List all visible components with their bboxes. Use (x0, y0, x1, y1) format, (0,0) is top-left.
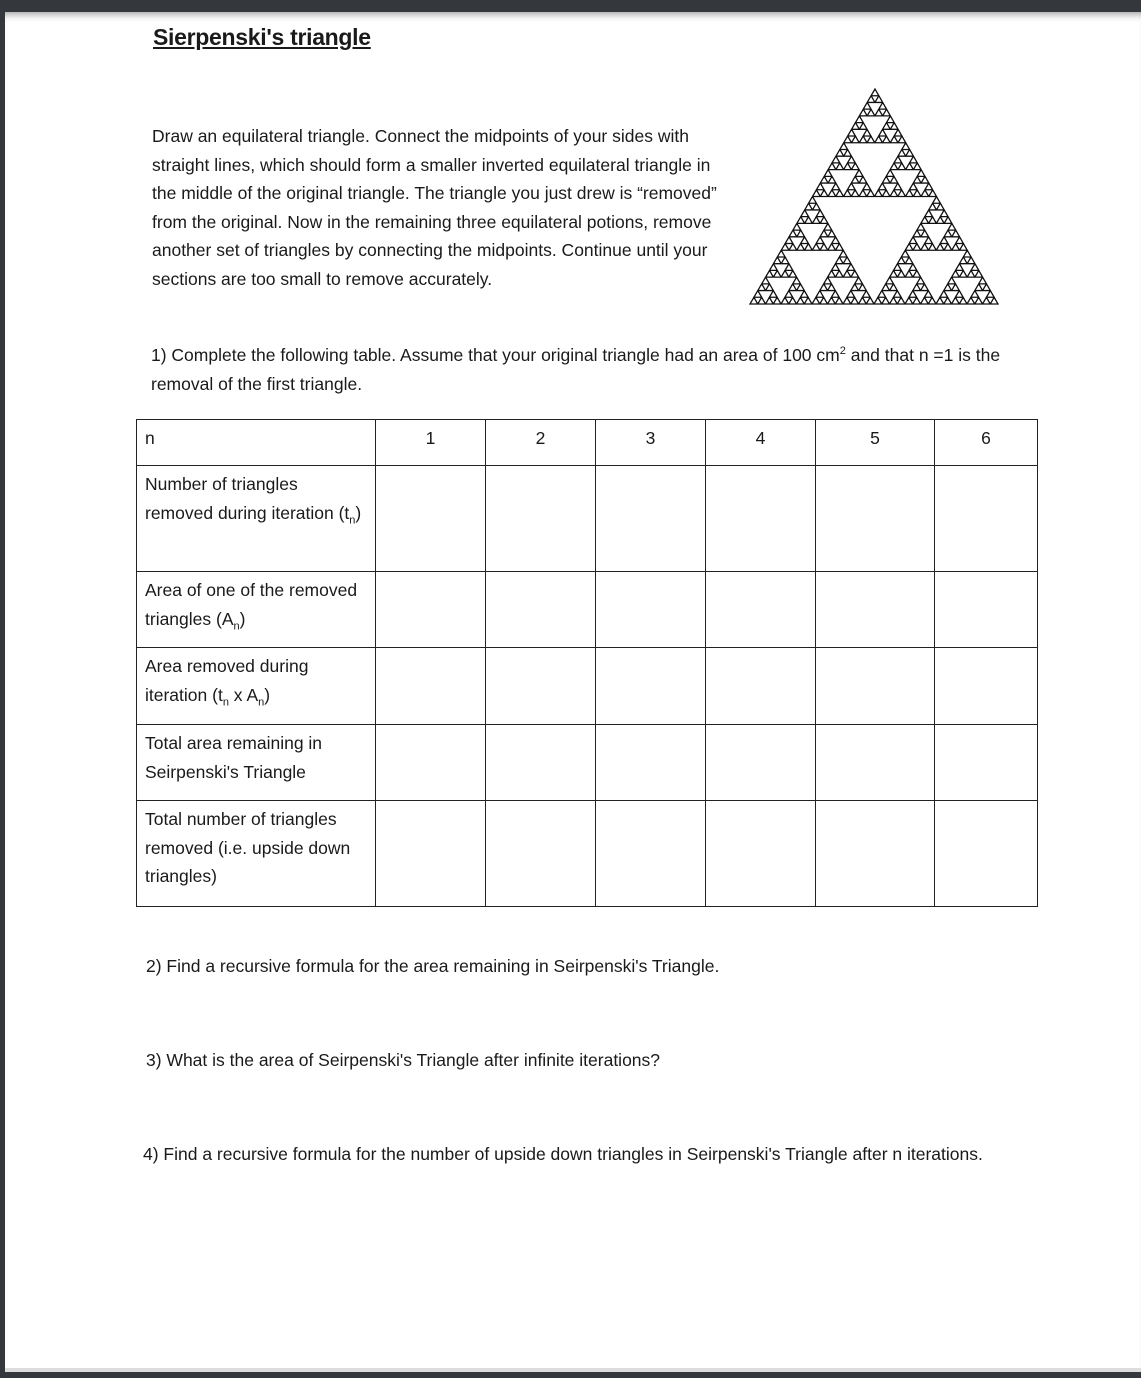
row-label: Number of triangles removed during iteration $(t_n)$ (137, 466, 376, 572)
row-label: Area removed during iteration ($t_n$ x $A_n$) (137, 648, 376, 725)
cell[interactable] (376, 801, 486, 907)
cell[interactable] (486, 572, 596, 648)
cell[interactable] (816, 572, 935, 648)
col-2: 2 (486, 420, 596, 466)
row-label: Total number of triangles removed (i.e. upside down triangles) (137, 801, 376, 907)
intro-paragraph: Draw an equilateral triangle. Connect the midpoints of your sides with straight lines, which should form a smaller inverted equilateral triangle in the middle of the original triangle. The triangle you just drew is “removed” from the original. Now in the remaining three equilateral potions, remove another set of triangles by connecting the midpoints. Continue until your sections are too small to remove accurately. (152, 126, 717, 289)
cell[interactable] (486, 466, 596, 572)
question-2: 2) Find a recursive formula for the area remaining in Seirpenski's Triangle. (146, 956, 720, 976)
cell[interactable] (376, 648, 486, 725)
cell[interactable] (816, 725, 935, 801)
cell[interactable] (596, 572, 706, 648)
cell[interactable] (596, 466, 706, 572)
col-3: 3 (596, 420, 706, 466)
cell[interactable] (486, 801, 596, 907)
iteration-table (136, 419, 1038, 907)
cell[interactable] (706, 725, 816, 801)
cell[interactable] (706, 466, 816, 572)
row-label: Area of one of the removed triangles $(A_n)$ (137, 572, 376, 648)
col-4: 4 (706, 420, 816, 466)
cell[interactable] (596, 725, 706, 801)
cell[interactable] (376, 466, 486, 572)
cell[interactable] (816, 466, 935, 572)
cell[interactable] (816, 801, 935, 907)
cell[interactable] (816, 648, 935, 725)
cell[interactable] (376, 572, 486, 648)
cell[interactable] (935, 466, 1038, 572)
cell[interactable] (376, 725, 486, 801)
header-n: n (137, 420, 376, 466)
question-1: 1) Complete the following table. Assume that your original triangle had an area of 100 $cm^2$ and that n =1 is the removal of the first triangle. (151, 345, 1001, 394)
cell[interactable] (596, 648, 706, 725)
cell[interactable] (935, 648, 1038, 725)
cell[interactable] (935, 801, 1038, 907)
document-page (5, 12, 1141, 1368)
question-4: 4) Find a recursive formula for the number of upside down triangles in Seirpenski's Triangle after n iterations. (143, 1144, 983, 1164)
cell[interactable] (706, 572, 816, 648)
page-title: Sierpenski's triangle (153, 24, 371, 50)
sierpinski-path (750, 89, 998, 304)
row-label: Total area remaining in Seirpenski's Triangle (137, 725, 376, 801)
cell[interactable] (935, 725, 1038, 801)
cell[interactable] (596, 801, 706, 907)
page-bottom-edge (5, 1368, 1141, 1372)
cell[interactable] (935, 572, 1038, 648)
cell[interactable] (486, 725, 596, 801)
cell[interactable] (486, 648, 596, 725)
cell[interactable] (706, 648, 816, 725)
cell[interactable] (706, 801, 816, 907)
sierpinski-triangle-image (745, 77, 1005, 312)
col-6: 6 (935, 420, 1038, 466)
question-3: 3) What is the area of Seirpenski's Triangle after infinite iterations? (146, 1050, 661, 1070)
col-5: 5 (816, 420, 935, 466)
col-1: 1 (376, 420, 486, 466)
